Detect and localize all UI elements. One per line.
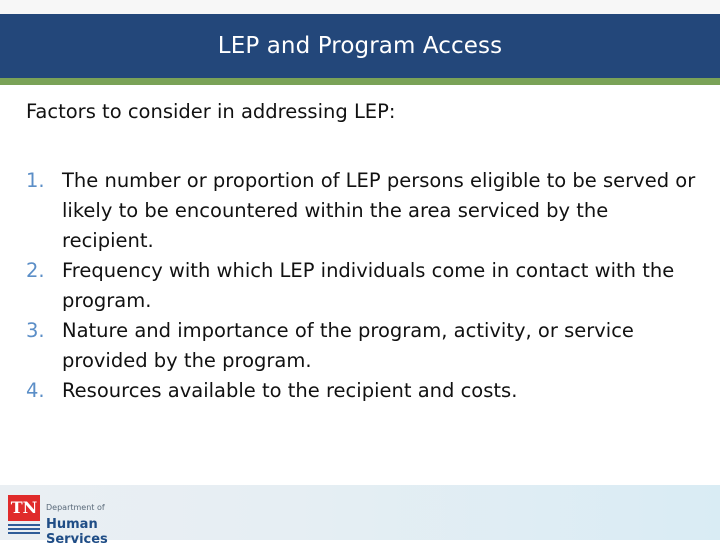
slide-title: LEP and Program Access (217, 33, 503, 59)
list-item (26, 376, 698, 406)
list-item-text: Frequency with which LEP individuals come in contact with the program. (62, 259, 675, 312)
list-item-text: Nature and importance of the program, activity, or service provided by the program. (62, 319, 634, 372)
list-item-number: 3. (26, 319, 45, 342)
list-item (26, 316, 698, 376)
list-item-number: 1. (26, 169, 45, 192)
tn-logo-mark: TN (8, 495, 40, 521)
logo-stripes-icon (8, 524, 40, 534)
department-logo (8, 493, 158, 547)
logo-title: Human Services (46, 517, 108, 547)
top-strip (0, 0, 720, 14)
logo-subtitle: Department of (46, 503, 105, 512)
list-item (26, 256, 698, 316)
list-item-number: 4. (26, 379, 45, 402)
list-item-text: The number or proportion of LEP persons eligible to be served or likely to be encountered within the area serviced by the recipient. (62, 169, 696, 252)
factor-list (26, 166, 698, 406)
list-item-number: 2. (26, 259, 45, 282)
title-accent-line (0, 78, 720, 85)
intro-text: Factors to consider in addressing LEP: (26, 100, 396, 123)
list-item-text: Resources available to the recipient and costs. (62, 379, 518, 402)
list-item (26, 166, 698, 256)
